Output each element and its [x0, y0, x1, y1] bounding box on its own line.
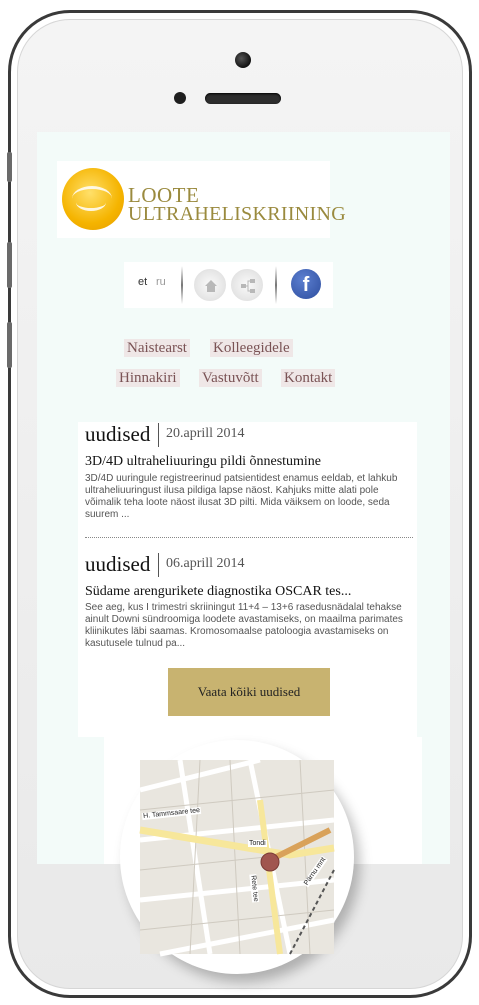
news-heading: uudised: [85, 422, 151, 446]
language-toolbar: [124, 262, 333, 308]
logo-swirl: [76, 194, 106, 211]
news-date: 20.aprill 2014: [166, 426, 245, 441]
map-circle[interactable]: [120, 740, 354, 974]
facebook-icon[interactable]: f: [291, 269, 321, 299]
lang-ru-link[interactable]: ru: [156, 276, 166, 288]
volume-down-button: [7, 322, 12, 368]
earpiece-speaker: [205, 93, 281, 104]
volume-up-button: [7, 242, 12, 288]
street-map-graphic: [140, 760, 334, 954]
front-camera: [235, 52, 251, 68]
nav-kolleegidele[interactable]: Kolleegidele: [210, 339, 293, 357]
logo-line-1: LOOTE: [128, 183, 200, 207]
map-road-label: H. Tammsaare tee: [142, 807, 201, 820]
toolbar-divider: [275, 266, 277, 304]
proximity-sensor: [174, 92, 186, 104]
nav-naistearst[interactable]: Naistearst: [124, 339, 190, 357]
phone-screen: [37, 132, 450, 903]
nav-kontakt[interactable]: Kontakt: [281, 369, 335, 387]
news-divider: [158, 423, 159, 447]
news-divider: [158, 553, 159, 577]
news-separator: [85, 537, 413, 538]
mute-switch: [7, 152, 12, 182]
site-logo[interactable]: [57, 161, 346, 238]
home-icon[interactable]: [194, 269, 226, 301]
map-road-label: Tondi: [249, 840, 266, 847]
news-title[interactable]: 3D/4D ultraheliuuringu pildi õnnestumine: [85, 454, 322, 469]
news-heading: uudised: [85, 552, 151, 576]
news-section: [78, 422, 417, 737]
map-road-label: Rete tee: [249, 874, 260, 903]
all-news-button[interactable]: Vaata kõiki uudised: [168, 668, 330, 716]
news-title[interactable]: Südame arengurikete diagnostika OSCAR tes...: [85, 584, 352, 599]
logo-line-2: ULTRAHELISKRIINING: [128, 203, 346, 225]
nav-hinnakiri[interactable]: Hinnakiri: [116, 369, 180, 387]
sun-logo-icon: [62, 168, 124, 230]
lang-et-link[interactable]: et: [138, 276, 148, 288]
map-road-label: Pärnu mnt: [303, 856, 328, 887]
toolbar-divider: [181, 266, 183, 304]
sitemap-icon[interactable]: [231, 269, 263, 301]
map-section: [104, 737, 422, 903]
news-excerpt: See aeg, kus I trimestri skriiningut 11+4 – 13+6 rasedusnädalal tehakse ainult Downi sündroomiga loodete avastamiseks, on maailma parimates kliinikutes läbi saamas. Kromosomaalse patoloogia avastamiseks on kasutusele tulnud pa...: [85, 602, 403, 649]
news-date: 06.aprill 2014: [166, 556, 245, 571]
nav-vastuvott[interactable]: Vastuvõtt: [199, 369, 262, 387]
map-image: [140, 760, 334, 954]
news-excerpt: 3D/4D uuringule registreerinud patsientidest enamus eeldab, et lahkub ultraheliuuringust ilusa pildiga lapse näost. Kahjuks mitte alati pole võimalik teha loote näost ilusat 3D pilti. Mida väiksem on loode, seda suurem ...: [85, 473, 398, 520]
